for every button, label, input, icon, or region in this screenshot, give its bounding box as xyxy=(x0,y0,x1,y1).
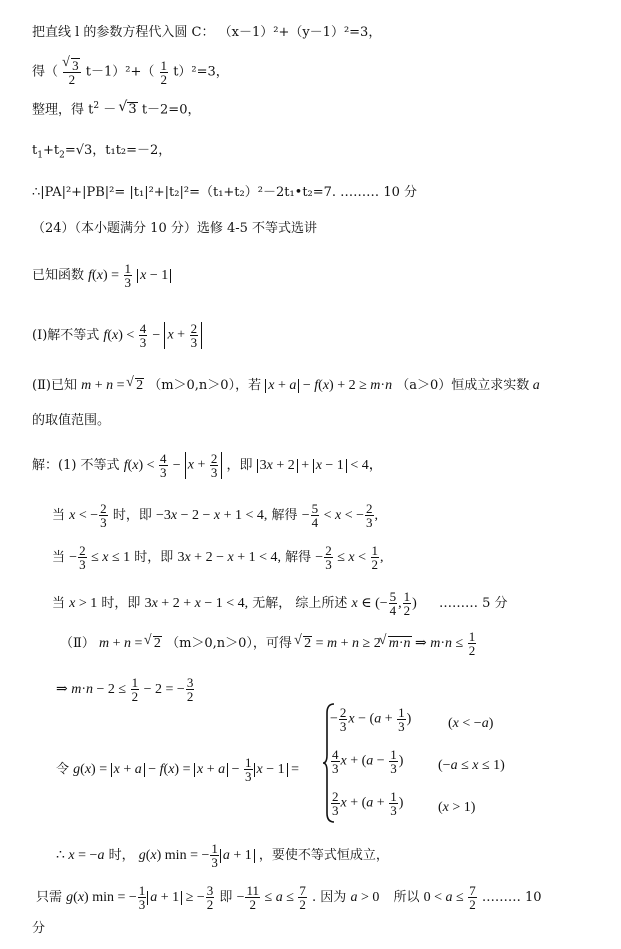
piecewise-case-3: $\frac{2}{3}$ x + (a + $\frac{1}{3}$ ) xyxy=(332,789,404,818)
text-line-13c: 解得 xyxy=(285,550,312,565)
piecewise-cond-1: (x < −a) xyxy=(448,716,494,731)
text-line-3a: 整理，得 t xyxy=(32,102,94,118)
text-line-1: 把直线 l 的参数方程代入圆 C： （x－1）²+（y－1）²=3， xyxy=(32,25,382,40)
text-line-7: 已知函数 f(x) = $\frac{1}{3}$ x − 1 xyxy=(32,262,171,289)
text-line-19: 只需 g(x) min = − $\frac{1}{3}$ a + 1 ≥ − $\frac{3}{2}$ 即 − $\frac{11}{2}$ ≤ a ≤ $\frac{7}{2}$ . 因为 a > 0 所以 0 < a ≤ $\frac{7}{2}$ ……… 10 xyxy=(36,883,542,912)
text-line-17: 令 g(x) = x + a − f(x) = x + a − $\frac{1}{3}$ x − 1 = xyxy=(56,755,300,784)
text-line-9c: （a＞0）恒成立求实数 xyxy=(396,378,530,393)
text-line-11a: 解：(1) 不等式 xyxy=(32,458,120,473)
text-line-9: (Ⅱ)已知 m + n = √ 2 （m＞0,n＞0），若 x + a − f(x) + 2 ≥ m·n （a＞0）恒成立求实数 a xyxy=(32,378,540,393)
fraction-1-over-2: $\frac{1}{2}$ xyxy=(160,57,168,87)
text-line-4c: =√3，t₁t₂=－2， xyxy=(64,143,172,158)
text-line-2a: 得（ xyxy=(32,64,59,80)
text-line-15b: （m＞0,n＞0），可得 xyxy=(166,636,292,651)
text-line-19b: 即 xyxy=(219,890,233,905)
score-marker-5: ……… 5 分 xyxy=(438,596,508,611)
fraction-sqrt3-over-2: √ $\frac{3}{2}$ xyxy=(63,58,81,86)
text-line-19c: . 因为 xyxy=(312,890,347,905)
text-line-8a: (Ⅰ)解不等式 xyxy=(32,328,100,343)
text-line-15a: （Ⅱ） xyxy=(60,636,95,651)
text-line-7a: 已知函数 xyxy=(32,268,85,283)
text-line-17a: 令 xyxy=(56,762,70,777)
text-line-8: (Ⅰ)解不等式 f(x) < $\frac{4}{3}$ − x + $\frac{2}{3}$ xyxy=(32,322,202,349)
text-line-2c: t）²=3， xyxy=(173,64,229,80)
text-line-4a: t xyxy=(32,143,38,158)
text-line-11b: ，即 xyxy=(226,458,253,473)
text-line-14b: 时，即 xyxy=(101,596,141,611)
text-line-3c: t－2=0， xyxy=(141,102,201,118)
text-line-13a: 当 xyxy=(52,550,66,565)
text-line-12: 当 x < − $\frac{2}{3}$ 时，即 −3x − 2 − x + 1 < 4, 解得 − $\frac{5}{4}$ < x < − $\frac{2}{3}$ , xyxy=(52,501,379,530)
text-line-14a: 当 xyxy=(52,596,66,611)
text-line-13b: 时，即 xyxy=(134,550,174,565)
piecewise-cond-3: (x > 1) xyxy=(438,800,476,815)
text-line-3b: － xyxy=(103,102,117,118)
text-line-18b: ，要使不等式恒成立， xyxy=(258,848,389,863)
text-line-4b: +t xyxy=(42,143,60,158)
text-line-9b: （m＞0,n＞0），若 xyxy=(148,378,262,393)
text-line-11: 解：(1) 不等式 f(x) < $\frac{4}{3}$ − x + $\frac{2}{3}$ ，即 3x + 2 + x − 1 < 4， xyxy=(32,451,383,480)
text-line-14c: 无解， 综上所述 xyxy=(252,596,348,611)
text-line-13: 当 − $\frac{2}{3}$ ≤ x ≤ 1 时，即 3x + 2 − x + 1 < 4, 解得 − $\frac{2}{3}$ ≤ x < $\frac{1}{2}$ , xyxy=(52,543,384,572)
text-line-12b: 时，即 xyxy=(112,508,152,523)
text-line-20: 分 xyxy=(32,921,46,936)
text-line-16: ⇒ m·n − 2 ≤ $\frac{1}{2}$ − 2 = − $\frac{3}{2}$ xyxy=(56,675,194,704)
text-line-12a: 当 xyxy=(52,508,66,523)
text-line-9a: (Ⅱ)已知 xyxy=(32,378,77,393)
text-line-19d: 所以 xyxy=(393,890,420,905)
text-line-12c: 解得 xyxy=(271,508,298,523)
text-line-4: $t_1+t_2=√3$，t₁t₂=－2， xyxy=(32,143,172,161)
text-line-3: 整理，得 $t^2$ － √ 3 t－2=0， xyxy=(32,102,200,116)
section-heading-24: （24）（本小题满分 10 分）选修 4-5 不等式选讲 xyxy=(32,221,318,236)
text-line-15: （Ⅱ） m + n = √ 2 （m＞0,n＞0），可得 √ 2 = m + n ≥ 2√ m·n ⇒ m·n ≤ $\frac{1}{2}$ xyxy=(60,630,477,657)
text-line-5: ∴|PA|²+|PB|²= |t₁|²+|t₂|²=（t₁+t₂）²－2t₁•t₂=7. ……… 10 分 xyxy=(32,185,417,200)
text-line-2 xyxy=(32,58,229,86)
text-line-19a: 只需 xyxy=(36,890,63,905)
piecewise-case-2: $\frac{4}{3}$ x + (a − $\frac{1}{3}$ ) xyxy=(332,747,404,776)
piecewise-cond-2: (−a ≤ x ≤ 1) xyxy=(438,758,505,773)
text-line-2b: t－1）²+（ xyxy=(85,64,155,80)
text-line-18a: 时， xyxy=(108,848,135,863)
text-line-18: ∴ x = −a 时， g(x) min = − $\frac{1}{3}$ a + 1 ，要使不等式恒成立， xyxy=(56,841,389,870)
score-marker-10: ……… 10 xyxy=(481,890,542,905)
text-line-14: 当 x > 1 时，即 3x + 2 + x − 1 < 4, 无解， 综上所述 x ∈ (− $\frac{5}{4}$ , $\frac{1}{2}$ ) ……… 5 分 xyxy=(52,589,508,618)
text-line-10: 的取值范围。 xyxy=(32,413,111,428)
piecewise-case-1: − $\frac{2}{3}$ x − (a + $\frac{1}{3}$ ) xyxy=(330,705,412,734)
